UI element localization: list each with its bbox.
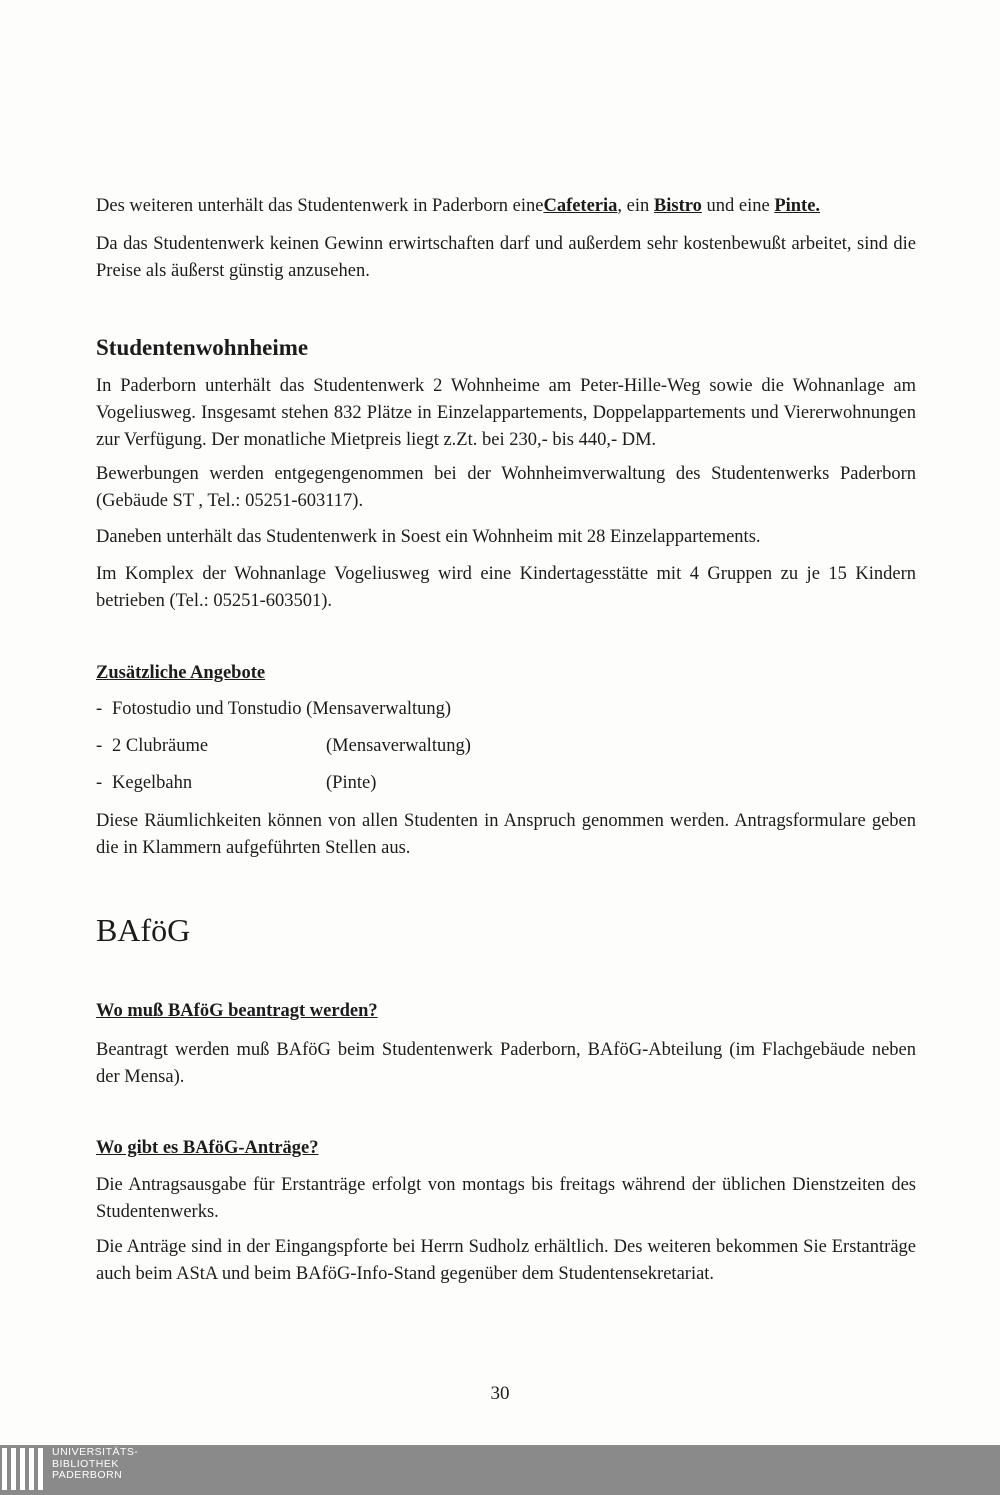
list-item-note: (Mensaverwaltung) [326,736,471,756]
intro-text: Des weiteren unterhält das Studentenwerk in Paderborn eine [96,196,544,216]
angebote-closing: Diese Räumlichkeiten können von allen Studenten in Anspruch genommen werden. Antragsformulare geben die in Klammern aufgeführten Stellen aus. [96,811,916,858]
wohnheime-paragraph-3: Daneben unterhält das Studentenwerk in Soest ein Wohnheim mit 28 Einzelappartements. [96,527,761,547]
list-item-label: Fotostudio und Tonstudio (Mensaverwaltung) [112,699,452,719]
cafeteria-term: Cafeteria [543,196,618,216]
library-logo-icon [0,1448,46,1492]
logo-line: BIBLIOTHEK [52,1457,119,1470]
list-item: - 2 Clubräume (Mensaverwaltung) [96,736,471,756]
intro-line [96,193,916,220]
list-item-label: 2 Clubräume [112,736,209,756]
logo-line: PADERBORN [52,1469,123,1481]
wohnheime-paragraph-1: In Paderborn unterhält das Studentenwerk 2 Wohnheime am Peter-Hille-Weg sowie die Wohnanlage am Vogeliusweg. Insgesamt stehen 832 Plätze in Einzelappartements, Doppelappartements und Viererwohnungen zur Verfügung. Der monatliche Mietpreis liegt z.Zt. bei 230,- bis 440,- DM. [96,376,916,450]
intro-separator: , ein [617,196,654,216]
section-heading-angebote: Zusätzliche Angebote [96,663,266,683]
bistro-term: Bistro [653,196,702,216]
page-number: 30 [490,1383,510,1404]
answer-paragraph-3: Die Anträge sind in der Eingangspforte bei Herrn Sudholz erhältlich. Des weiteren bekommen Sie Erstanträge auch beim AStA und beim BAföG-Info-Stand gegenüber dem Studentensekretariat. [96,1237,916,1284]
wohnheime-paragraph-4: Im Komplex der Wohnanlage Vogeliusweg wird eine Kindertagesstätte mit 4 Gruppen zu je 15 Kindern betrieben (Tel.: 05251-603501). [96,564,916,611]
list-item: - Fotostudio und Tonstudio (Mensaverwaltung) [96,699,452,719]
intro-paragraph: Da das Studentenwerk keinen Gewinn erwirtschaften darf und außerdem sehr kostenbewußt arbeitet, sind die Preise als äußerst günstig anzusehen. [96,234,916,281]
question-heading-2: Wo gibt es BAföG-Anträge? [96,1138,319,1158]
library-logo-text [52,1447,138,1482]
intro-separator: und eine [701,196,775,216]
answer-paragraph-1: Beantragt werden muß BAföG beim Studentenwerk Paderborn, BAföG-Abteilung (im Flachgebäude neben der Mensa). [96,1040,916,1087]
logo-line: UNIVERSITÄTS- [52,1446,139,1458]
list-item-note: (Pinte) [326,773,377,793]
wohnheime-paragraph-2: Bewerbungen werden entgegengenommen bei der Wohnheimverwaltung des Studentenwerks Paderborn (Gebäude ST , Tel.: 05251-603117). [96,464,916,511]
answer-paragraph-2: Die Antragsausgabe für Erstanträge erfolgt von montags bis freitags während der üblichen Dienstzeiten des Studentenwerks. [96,1175,916,1222]
library-footer [0,1445,1000,1495]
list-item-label: Kegelbahn [112,773,193,793]
list-item: - Kegelbahn (Pinte) [96,773,377,793]
section-heading-bafoeg: BAföG [96,912,191,948]
question-heading-1: Wo muß BAföG beantragt werden? [96,1001,378,1021]
section-heading-wohnheime: Studentenwohnheime [96,335,309,360]
pinte-term: Pinte. [774,196,821,216]
